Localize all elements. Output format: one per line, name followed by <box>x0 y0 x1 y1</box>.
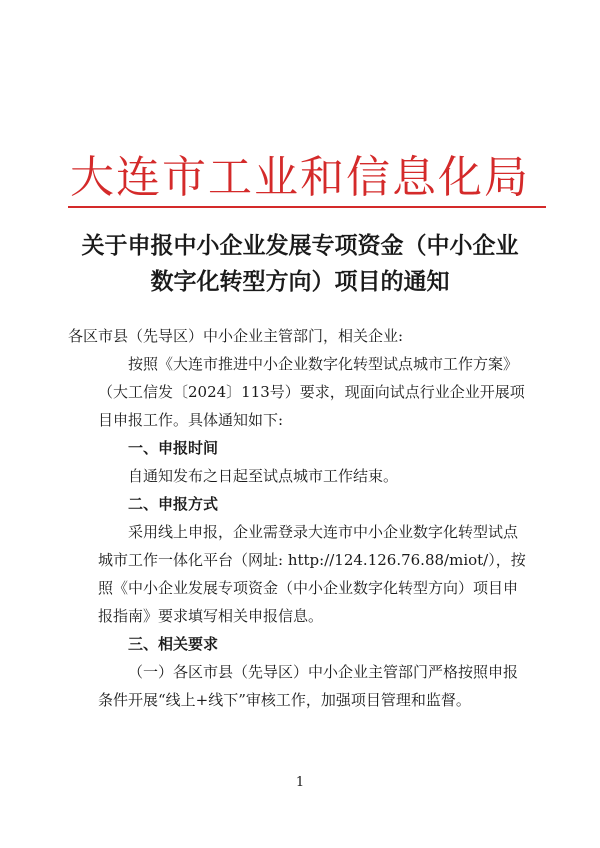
notice-title-line2: 数字化转型方向）项目的通知 <box>150 269 450 295</box>
page-number: 1 <box>295 775 305 790</box>
organization-header: 大连市工业和信息化局 <box>70 152 530 203</box>
section-2-text: 采用线上申报，企业需登录大连市中小企业数字化转型试点城市工作一体化平台（网址: http://124.126.76.88/miot/），按照《中小企业发展专项资金（中小企业数字化转型方向）项目申报指南》要求填写相关申报信息。 <box>98 523 526 625</box>
red-divider <box>68 206 546 208</box>
notice-title <box>60 228 540 300</box>
section-3-text: （一）各区市县（先导区）中小企业主管部门严格按照申报条件开展“线上+线下”审核工作，加强项目管理和监督。 <box>98 663 519 709</box>
section-1-text: 自通知发布之日起至试点城市工作结束。 <box>128 467 399 485</box>
salutation: 各区市县（先导区）中小企业主管部门，相关企业: <box>68 327 404 345</box>
section-1-heading: 一、申报时间 <box>128 439 219 457</box>
notice-title-line1: 关于申报中小企业发展专项资金（中小企业 <box>81 233 519 259</box>
section-2-heading: 二、申报方式 <box>128 495 219 513</box>
notice-body <box>68 322 528 714</box>
section-3-heading: 三、相关要求 <box>128 635 219 653</box>
intro-paragraph: 按照《大连市推进中小企业数字化转型试点城市工作方案》（大工信发〔2024〕113号）要求，现面向试点行业企业开展项目申报工作。具体通知如下: <box>98 355 525 429</box>
